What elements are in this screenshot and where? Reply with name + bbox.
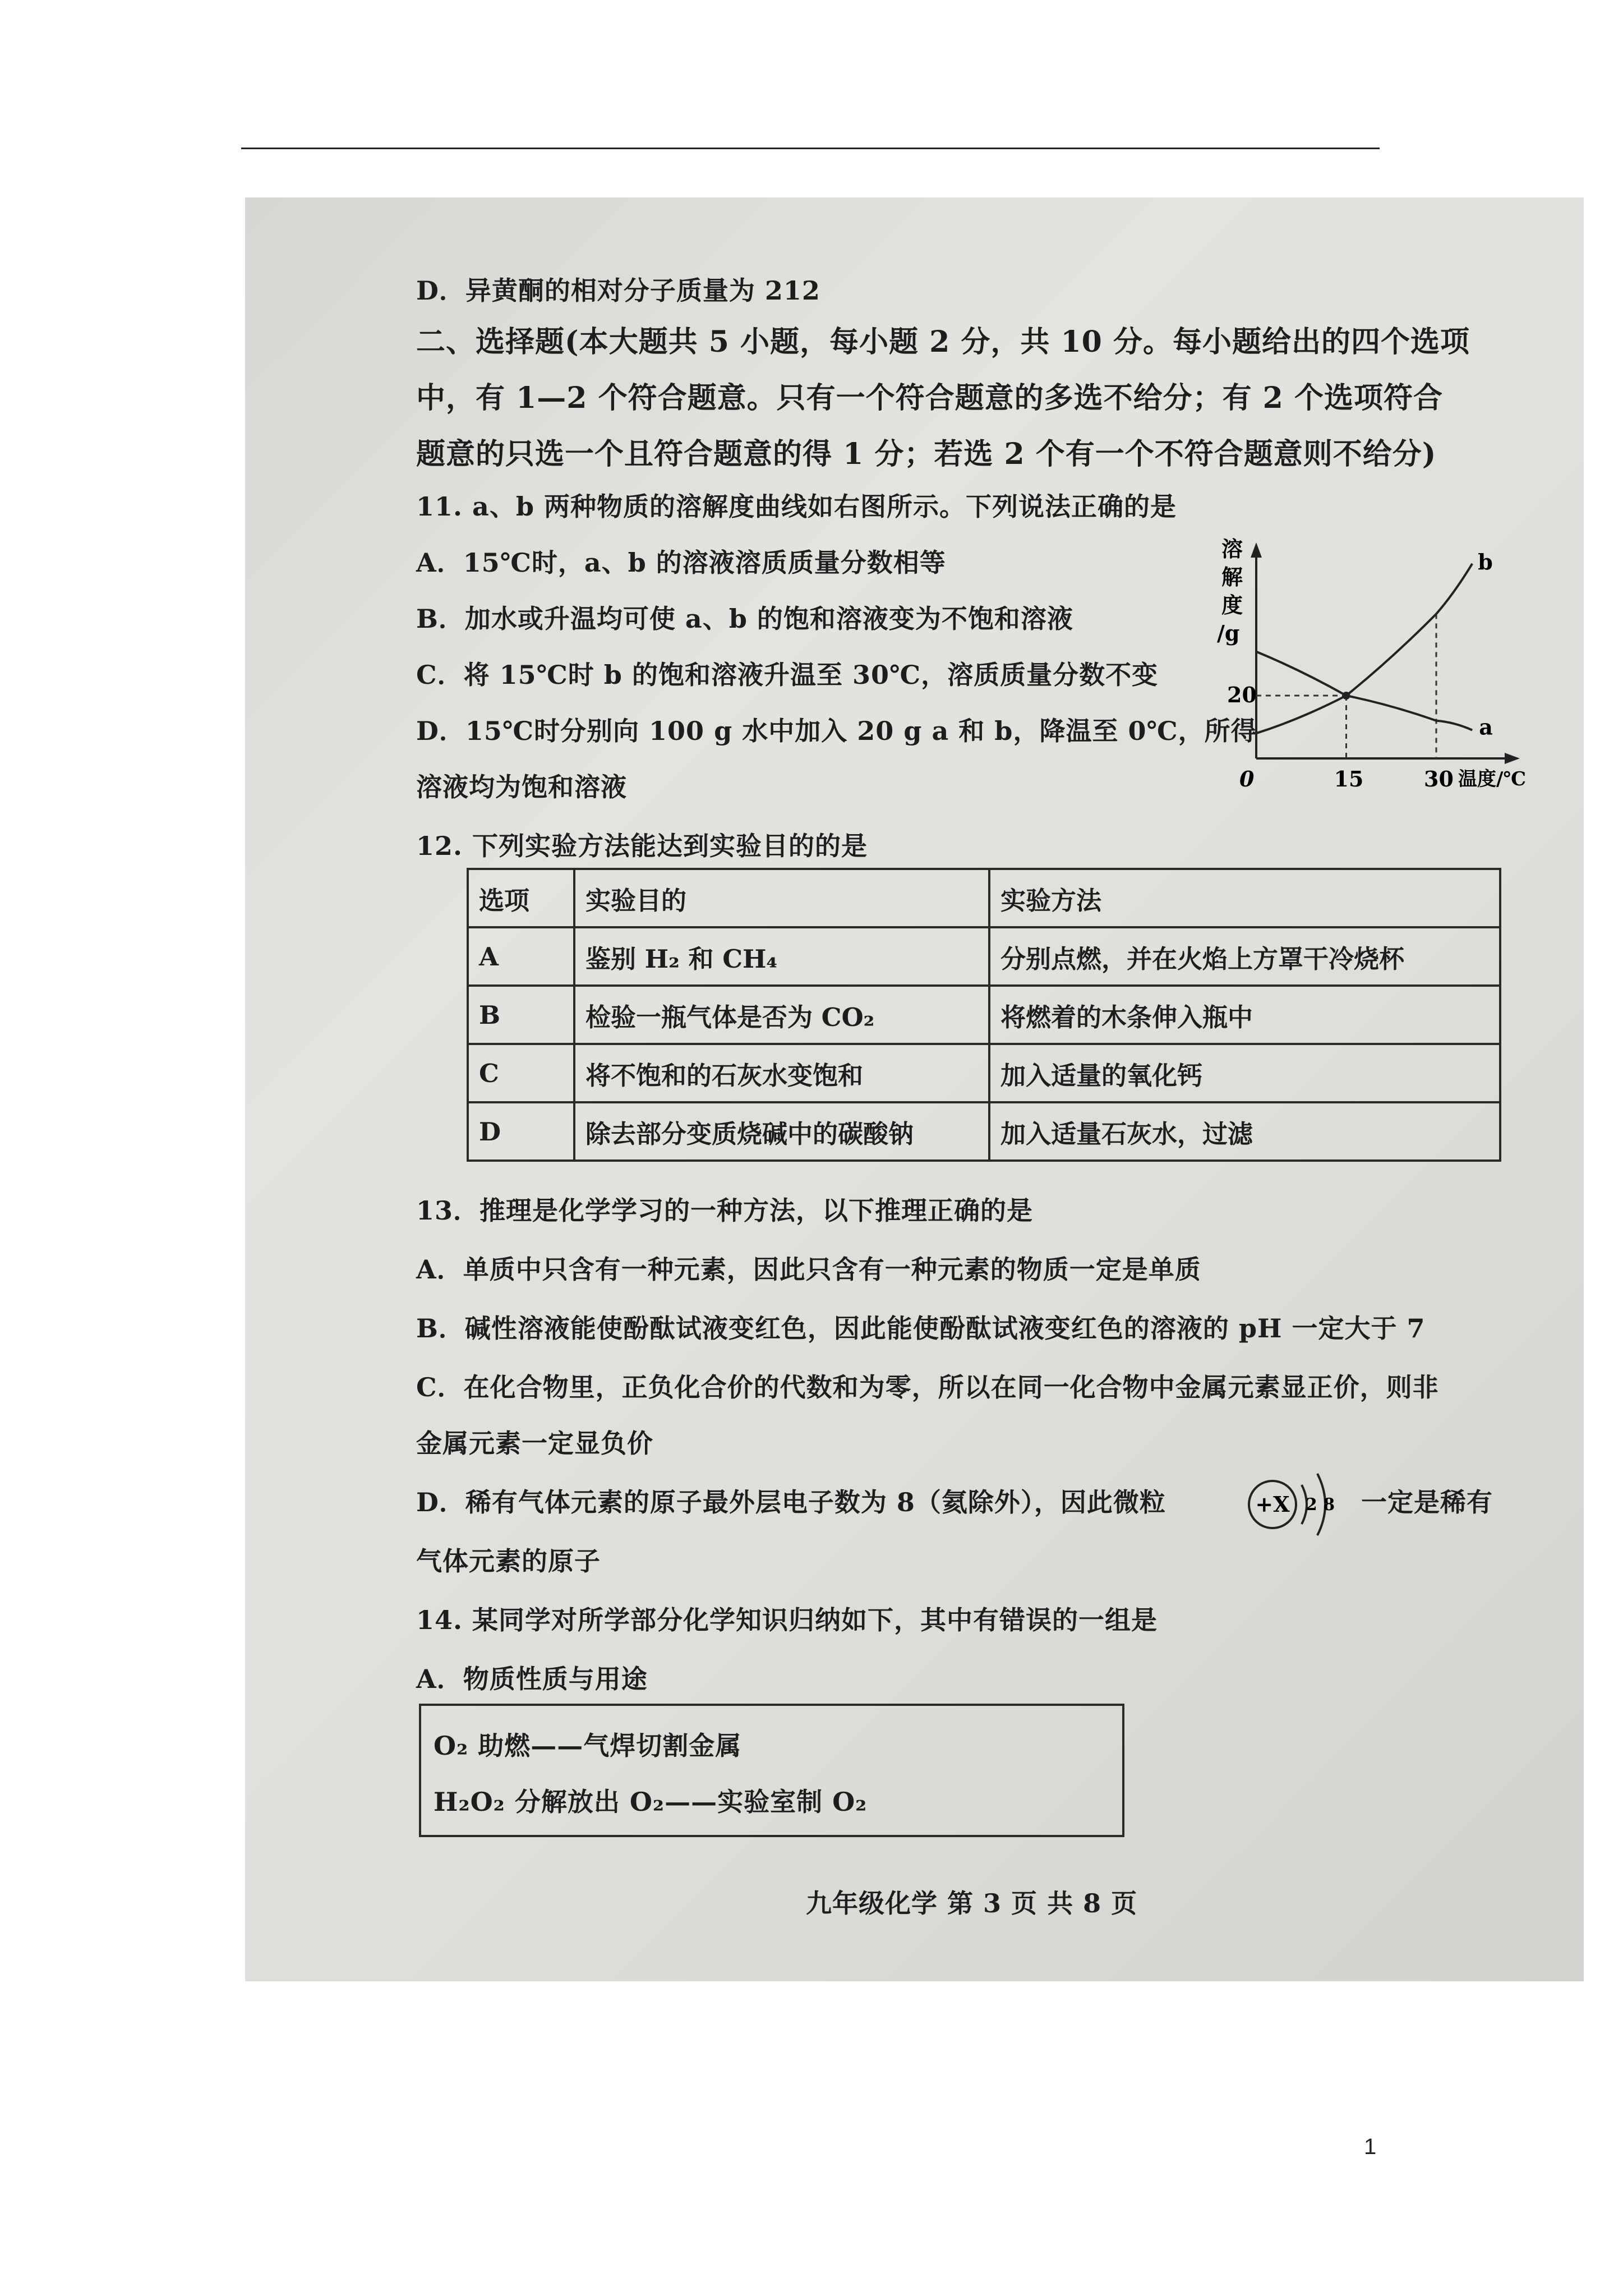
table-cell: 分别点燃，并在火焰上方罩干冷烧杯 (989, 927, 1500, 986)
x-tick-30: 30 (1424, 766, 1454, 792)
section2-instructions-3: 题意的只选一个且符合题意的得 1 分；若选 2 个有一个不符合题意则不给分) (416, 437, 1437, 471)
q14-option-a-box (419, 1704, 1124, 1837)
table-header-cell: 实验方法 (989, 869, 1500, 927)
section2-instructions-1: 二、选择题(本大题共 5 小题，每小题 2 分，共 10 分。每小题给出的四个选项 (416, 325, 1470, 359)
box-line-2: H₂O₂ 分解放出 O₂——实验室制 O₂ (434, 1787, 868, 1817)
q12-stem: 12. 下列实验方法能达到实验目的的是 (416, 831, 868, 861)
table-cell: A (468, 927, 574, 986)
table-cell: 检验一瓶气体是否为 CO₂ (574, 986, 989, 1044)
table-cell: 将燃着的木条伸入瓶中 (989, 986, 1500, 1044)
q11-option-a: A．15℃时，a、b 的溶液溶质质量分数相等 (416, 547, 946, 578)
solubility-curve-chart (1195, 528, 1542, 792)
q13-option-d-1b: 一定是稀有 (1361, 1487, 1493, 1517)
x-axis-label: 温度/℃ (1458, 768, 1527, 790)
table-cell: 鉴别 H₂ 和 CH₄ (574, 927, 989, 986)
y-axis-label-1: 溶 (1221, 536, 1243, 562)
q11-option-b: B．加水或升温均可使 a、b 的饱和溶液变为不饱和溶液 (416, 604, 1073, 634)
scanned-exam-photo (245, 197, 1584, 1981)
electron-counts: 2 8 (1305, 1495, 1335, 1515)
q14-stem: 14. 某同学对所学部分化学知识归纳如下，其中有错误的一组是 (416, 1605, 1158, 1635)
intersection-point (1343, 692, 1350, 700)
x-tick-15: 15 (1334, 766, 1364, 792)
table-cell: D (468, 1102, 574, 1161)
table-header-cell: 实验目的 (574, 869, 989, 927)
q13-option-d-1: D．稀有气体元素的原子最外层电子数为 8（氦除外），因此微粒 (416, 1487, 1166, 1517)
q11-option-d-1: D．15℃时分别向 100 g 水中加入 20 g a 和 b，降温至 0℃，所得 (416, 716, 1257, 746)
table-row (468, 927, 1500, 986)
table-cell: 除去部分变质烧碱中的碳酸钠 (574, 1102, 989, 1161)
table-cell: B (468, 986, 574, 1044)
table-header-cell: 选项 (468, 869, 574, 927)
q12-table (467, 868, 1501, 1162)
q10-option-d: D．异黄酮的相对分子质量为 212 (416, 275, 820, 306)
table-row (468, 1044, 1500, 1102)
y-axis-arrow (1251, 542, 1262, 558)
box-line-1: O₂ 助燃——气焊切割金属 (434, 1731, 742, 1761)
q13-option-a: A．单质中只含有一种元素，因此只含有一种元素的物质一定是单质 (416, 1254, 1201, 1285)
q11-option-c: C．将 15℃时 b 的饱和溶液升温至 30℃，溶质质量分数不变 (416, 660, 1159, 690)
q13-option-b: B．碱性溶液能使酚酞试液变红色，因此能使酚酞试液变红色的溶液的 pH 一定大于 7 (416, 1313, 1426, 1343)
curve-b (1256, 564, 1472, 733)
nucleus-label: +X (1255, 1492, 1290, 1517)
y-axis-label-2: 解 (1221, 564, 1243, 590)
page-number: 1 (1364, 2134, 1377, 2159)
y-tick-20: 20 (1227, 682, 1257, 707)
table-cell: 加入适量的氧化钙 (989, 1044, 1500, 1102)
y-axis-label-4: /g (1217, 620, 1240, 646)
y-axis-label-3: 度 (1221, 592, 1243, 618)
x-axis-arrow (1505, 753, 1520, 764)
series-label-a: a (1479, 714, 1493, 740)
atom-structure-diagram (1243, 1460, 1355, 1549)
header-rule (241, 148, 1380, 149)
q13-stem: 13．推理是化学学习的一种方法，以下推理正确的是 (416, 1195, 1034, 1226)
series-label-b: b (1478, 549, 1493, 574)
table-cell: C (468, 1044, 574, 1102)
section2-instructions-2: 中，有 1—2 个符合题意。只有一个符合题意的多选不给分；有 2 个选项符合 (416, 381, 1443, 415)
q13-option-c-1: C．在化合物里，正负化合价的代数和为零，所以在同一化合物中金属元素显正价，则非 (416, 1372, 1439, 1402)
table-cell: 将不饱和的石灰水变饱和 (574, 1044, 989, 1102)
q11-stem: 11. a、b 两种物质的溶解度曲线如右图所示。下列说法正确的是 (416, 491, 1177, 522)
q14-option-a: A．物质性质与用途 (416, 1664, 648, 1694)
table-row (468, 1102, 1500, 1161)
x-tick-0: 0 (1239, 766, 1255, 792)
curve-a (1256, 652, 1472, 730)
table-header-row (468, 869, 1500, 927)
q13-option-d-2: 气体元素的原子 (416, 1546, 601, 1576)
q11-option-d-2: 溶液均为饱和溶液 (416, 772, 627, 802)
page-footer: 九年级化学 第 3 页 共 8 页 (806, 1888, 1138, 1918)
q13-option-c-2: 金属元素一定显负价 (416, 1428, 653, 1458)
table-row (468, 986, 1500, 1044)
table-cell: 加入适量石灰水，过滤 (989, 1102, 1500, 1161)
